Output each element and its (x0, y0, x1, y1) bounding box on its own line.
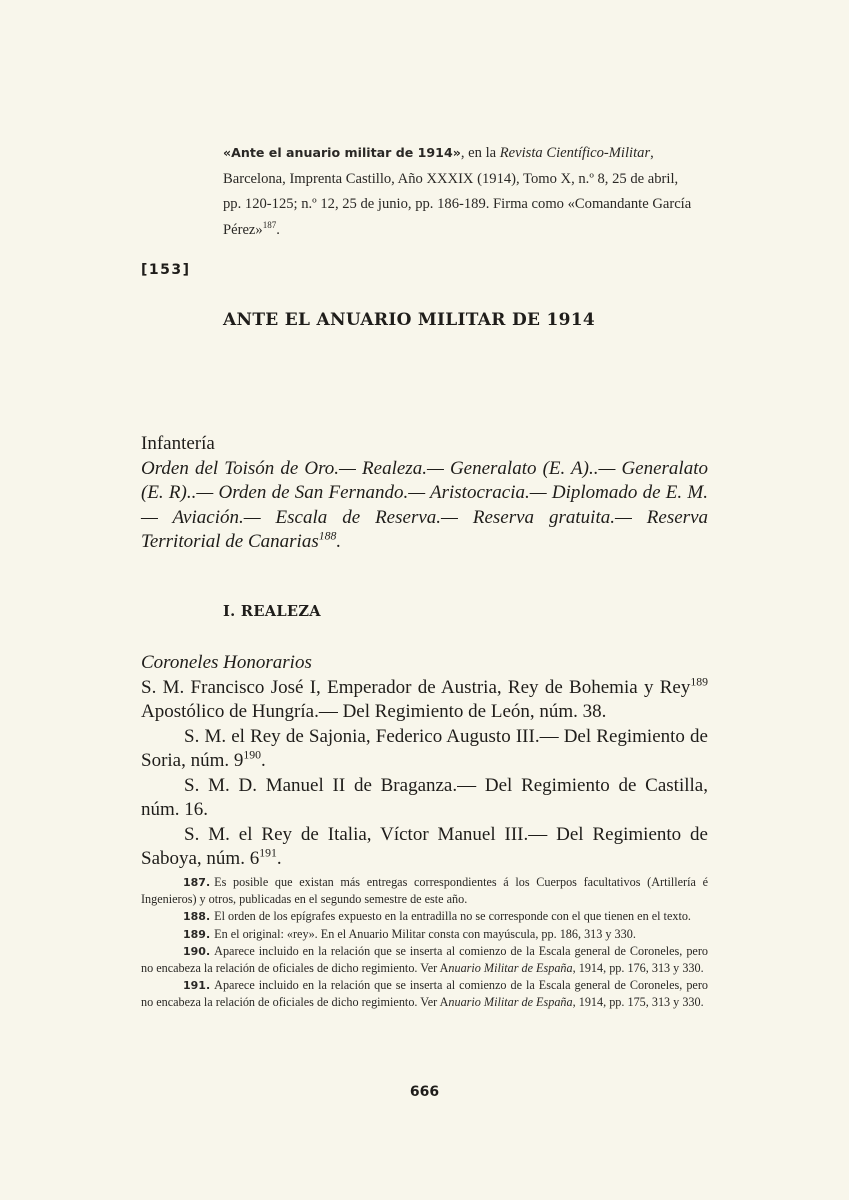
arm-list-text: Orden del Toisón de Oro.— Realeza.— Generalato (E. A)..— Generalato (E. R)..— Orden de San Fernando.— Aristocracia.— Diplomado de E. M.— Aviación.— Escala de Reserva.— Reserva gratuita.— Reserva Territorial de Canarias (141, 457, 708, 552)
footnote (141, 926, 708, 943)
rank-entry-text: S. M. el Rey de Sajonia, Federico Augusto III.— Del Regimiento de Soria, núm. 9 (141, 725, 708, 771)
rank-entry (141, 725, 708, 774)
ranks-heading: Coroneles Honorarios (141, 652, 312, 673)
rank-entry-text: S. M. el Rey de Italia, Víctor Manuel III.— Del Regimiento de Saboya, núm. 6 (141, 823, 708, 869)
footnote (141, 874, 708, 908)
rank-entry-after: Apostólico de Hungría.— Del Regimiento de León, núm. 38. (141, 701, 607, 722)
intro-title: «Ante el anuario militar de 1914» (223, 145, 461, 160)
intro-text-1: , en la (460, 145, 500, 161)
footnote-number: 187. (183, 876, 211, 889)
rank-entry-text: S. M. Francisco José I, Emperador de Austria, Rey de Bohemia y Rey (141, 676, 691, 698)
footnote-italic: nuario Militar de España (448, 961, 573, 976)
rank-entry (141, 823, 708, 872)
footnote (141, 977, 708, 1011)
page-title: ANTE EL ANUARIO MILITAR DE 1914 (223, 310, 595, 330)
footnote-ref-189[interactable]: 189 (690, 674, 708, 688)
rank-entry (141, 774, 708, 823)
intro-bibliographic-note (223, 140, 693, 243)
footnote-text: Es posible que existan más entregas correspondientes á los Cuerpos facultativos (Artillería é Ingenieros) y otros, publicadas en el segundo semestre de este año. (141, 875, 708, 907)
footnote (141, 943, 708, 977)
footnote-tail: , 1914, pp. 176, 313 y 330. (572, 961, 704, 976)
arm-heading: Infantería (141, 433, 215, 454)
footnote-number: 191. (183, 979, 211, 993)
footnote-text: El orden de los epígrafes expuesto en la entradilla no se corresponde con el que tienen en el texto. (214, 909, 691, 924)
rank-entry-after: . (261, 750, 266, 771)
footnote-tail: , 1914, pp. 175, 313 y 330. (572, 995, 704, 1010)
footnote-ref-188[interactable]: 188 (318, 529, 337, 543)
arm-list-end: . (336, 531, 342, 552)
page-number: 666 (409, 1084, 440, 1100)
section-heading: I. REALEZA (223, 603, 321, 620)
intro-end: . (276, 221, 280, 238)
footnote (141, 908, 708, 925)
arm-contents-list (141, 457, 708, 555)
ranks-section (141, 651, 708, 872)
footnote-number: 188. (183, 910, 211, 924)
footnote-text: En el original: «rey». En el Anuario Militar consta con mayúscula, pp. 186, 313 y 330. (214, 926, 636, 941)
footnote-ref-187[interactable]: 187 (262, 219, 277, 230)
rank-entry-after: . (276, 848, 282, 869)
footnote-ref-190[interactable]: 190 (243, 748, 262, 762)
intro-journal: Revista Científico-Militar (499, 145, 651, 161)
footnote-ref-191[interactable]: 191 (259, 846, 277, 860)
document-number: [153] (141, 262, 191, 278)
footnote-number: 190. (183, 944, 211, 958)
footnote-text: Aparece incluido en la relación que se inserta al comienzo de la Escala general de Coroneles, pero no encabeza la relación de oficiales de dicho regimiento. Ver A (141, 978, 708, 1010)
footnote-italic: nuario Militar de España (448, 995, 573, 1010)
footnote-text: Aparece incluido en la relación que se inserta al comienzo de la Escala general de Coroneles, pero no encabeza la relación de oficiales de dicho regimiento. Ver A (141, 943, 708, 976)
rank-entry-text: S. M. D. Manuel II de Braganza.— Del Regimiento de Castilla, núm. 16. (141, 774, 708, 820)
rank-entry (141, 676, 708, 725)
arm-section (141, 432, 708, 555)
footnote-number: 189. (183, 927, 211, 941)
intro-text-2: , Barcelona, Imprenta Castillo, Año XXXIX (1914), Tomo X, n.º 8, 25 de abril, pp. 120-125; n.º 12, 25 de junio, pp. 186-189. Firma como «Comandante García Pérez» (223, 145, 692, 238)
footnotes (141, 874, 708, 1012)
